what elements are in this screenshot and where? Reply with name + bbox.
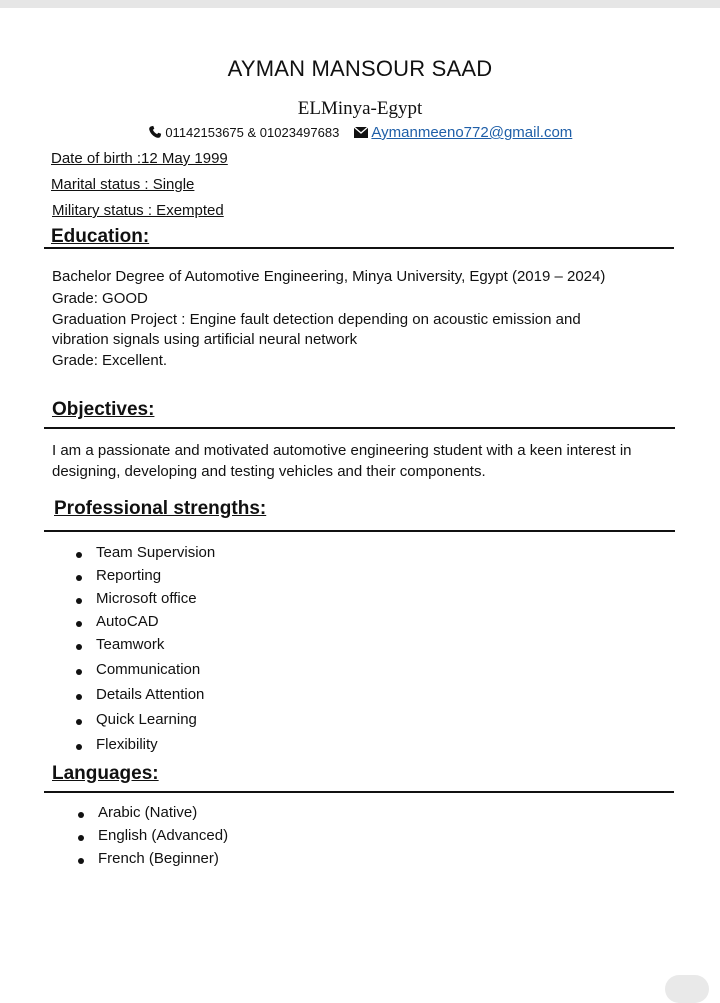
- education-grade: Grade: GOOD: [52, 290, 148, 307]
- languages-heading: Languages:: [52, 763, 159, 784]
- list-item: Teamwork: [96, 636, 215, 661]
- bullet: [78, 858, 84, 864]
- date-of-birth: Date of birth :12 May 1999: [51, 150, 228, 167]
- envelope-icon: [354, 126, 368, 141]
- bullet: [76, 644, 82, 650]
- list-item: Details Attention: [96, 686, 215, 711]
- phone-numbers: 01142153675 & 01023497683: [165, 125, 340, 140]
- strengths-divider: [44, 530, 675, 532]
- list-item: French (Beginner): [98, 850, 228, 873]
- contact-line: [0, 124, 720, 142]
- bullet: [76, 575, 82, 581]
- objectives-line-2: designing, developing and testing vehicles and their components.: [52, 463, 486, 480]
- candidate-name: AYMAN MANSOUR SAAD: [227, 56, 493, 81]
- education-heading: Education:: [51, 226, 150, 247]
- strengths-heading: Professional strengths:: [54, 498, 267, 519]
- bullet: [76, 598, 82, 604]
- bullet: [76, 552, 82, 558]
- floating-action-button[interactable]: [665, 975, 709, 1003]
- project-grade: Grade: Excellent.: [52, 352, 168, 369]
- top-bar: [0, 0, 720, 8]
- bullet: [76, 669, 82, 675]
- bullet: [78, 812, 84, 818]
- list-item: Reporting: [96, 567, 215, 590]
- bullet: [76, 719, 82, 725]
- marital-status: Marital status : Single: [51, 176, 195, 193]
- objectives-heading: Objectives:: [52, 399, 155, 420]
- list-item: AutoCAD: [96, 613, 215, 636]
- languages-list: [98, 804, 228, 873]
- bullet: [76, 694, 82, 700]
- military-status: Military status : Exempted: [52, 202, 224, 219]
- list-item: Team Supervision: [96, 544, 215, 567]
- bullet: [76, 621, 82, 627]
- list-item: Communication: [96, 661, 215, 686]
- bullet: [78, 835, 84, 841]
- list-item: Microsoft office: [96, 590, 215, 613]
- education-degree: Bachelor Degree of Automotive Engineering, Minya University, Egypt (2019 – 2024): [52, 268, 606, 285]
- languages-divider: [44, 791, 674, 793]
- list-item: Arabic (Native): [98, 804, 228, 827]
- education-divider: [44, 247, 674, 249]
- bullet: [76, 744, 82, 750]
- list-item: Quick Learning: [96, 711, 215, 736]
- list-item: English (Advanced): [98, 827, 228, 850]
- phone-icon: [148, 125, 162, 142]
- objectives-line-1: I am a passionate and motivated automotive engineering student with a keen interest in: [52, 442, 632, 459]
- objectives-divider: [44, 427, 675, 429]
- list-item: Flexibility: [96, 736, 215, 761]
- graduation-project-line-1: Graduation Project : Engine fault detection depending on acoustic emission and: [52, 311, 581, 328]
- strengths-list: [96, 544, 215, 761]
- graduation-project-line-2: vibration signals using artificial neural network: [52, 331, 358, 348]
- email-link[interactable]: Aymanmeeno772@gmail.com: [371, 124, 573, 141]
- candidate-location: ELMinya-Egypt: [297, 98, 423, 119]
